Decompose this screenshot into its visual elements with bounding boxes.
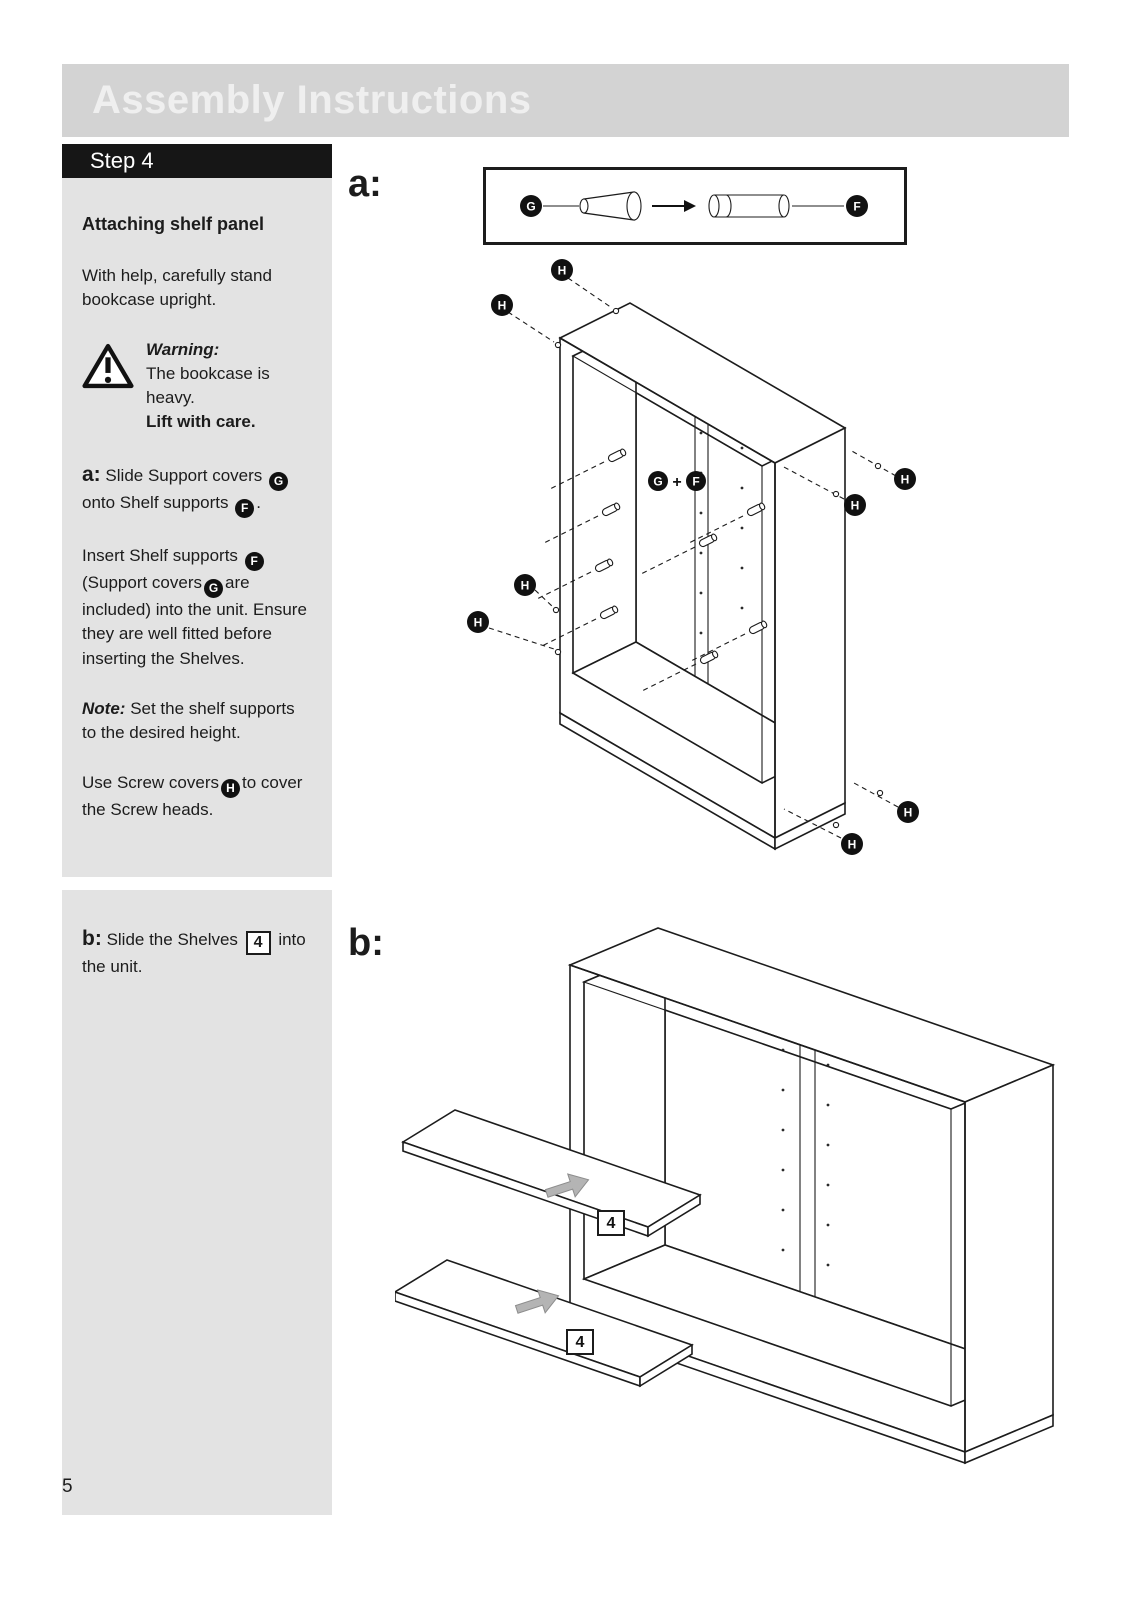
g-plus-f-label [648,471,706,491]
svg-text:4: 4 [606,1215,616,1232]
diagram-a-label: a: [348,163,382,205]
shelf-support-part [709,195,789,217]
step-a-seg1: Slide Support covers [105,466,263,486]
page-number: 5 [62,1476,73,1497]
svg-text:H: H [520,578,530,593]
insert-text [82,544,312,670]
intro-text: With help, carefully stand bookcase upright. [82,265,272,309]
note-body: Set the shelf supports to the desired height. [82,698,295,742]
parts-diagram [486,170,904,242]
badge-f: F [235,499,254,518]
svg-text:F: F [853,199,861,214]
warning-block [82,338,312,435]
insert-seg1: Insert Shelf supports [82,546,238,566]
step-a-prefix: a: [82,463,101,487]
note-text [82,697,312,745]
svg-text:G: G [526,199,536,214]
insert-seg2: (Support covers [82,573,202,593]
badge-f: F [245,552,264,571]
insert-seg3: are included) into the unit. Ensure they are well fitted before inserting the Shelves. [82,573,307,668]
right-side-panel [775,428,845,838]
note-label: Note: [82,698,126,718]
shelf-part-number-box [567,1330,593,1354]
step-a-period: . [256,493,261,513]
svg-text:F: F [692,474,700,489]
badge-g: G [269,472,288,491]
step-b-seg2: into the unit. [82,930,306,976]
warning-label: Warning: [146,339,220,359]
shelf-part-number-box [598,1211,624,1235]
diagram-b-label: b: [348,922,384,964]
shelf-part-number: 4 [246,931,271,955]
warning-bold: Lift with care. [146,412,256,432]
support-cover-part [580,192,641,220]
step-label: Step 4 [90,148,154,173]
svg-text:4: 4 [575,1334,585,1351]
insert-arrow-icon [652,200,696,212]
screw-seg1: Use Screw covers [82,772,219,792]
bookcase-diagram-b [395,920,1095,1480]
step-b-prefix: b: [82,927,102,950]
right-side-panel [965,1065,1053,1452]
svg-text:H: H [900,472,910,487]
svg-text:H: H [903,805,913,820]
badge-h: H [221,779,240,798]
warning-icon [82,338,138,435]
step-b-text [82,924,312,979]
svg-text:H: H [847,837,857,852]
screw-seg2: to cover the Screw heads. [82,772,303,819]
svg-text:+: + [672,474,682,491]
page-title: Assembly Instructions [92,78,532,122]
header-banner [62,64,1069,137]
screw-cover-text [82,771,312,822]
svg-text:H: H [850,498,860,513]
parts-callout-box [483,167,907,245]
badge-g: G [204,579,223,598]
warning-body: The bookcase is heavy. [146,363,270,408]
step-bar [62,144,332,178]
svg-text:H: H [473,615,483,630]
step-a-text [82,460,312,518]
section-heading: Attaching shelf panel [82,214,265,234]
svg-text:G: G [653,474,663,489]
step-b-seg1: Slide the Shelves [106,930,238,949]
warning-text [138,338,312,435]
svg-text:H: H [497,298,507,313]
bookcase-diagram-a [440,248,1130,874]
step-a-seg2: onto Shelf supports [82,493,229,513]
step-b-panel [62,890,332,1515]
svg-text:H: H [557,263,567,278]
instructions-panel [62,178,332,877]
